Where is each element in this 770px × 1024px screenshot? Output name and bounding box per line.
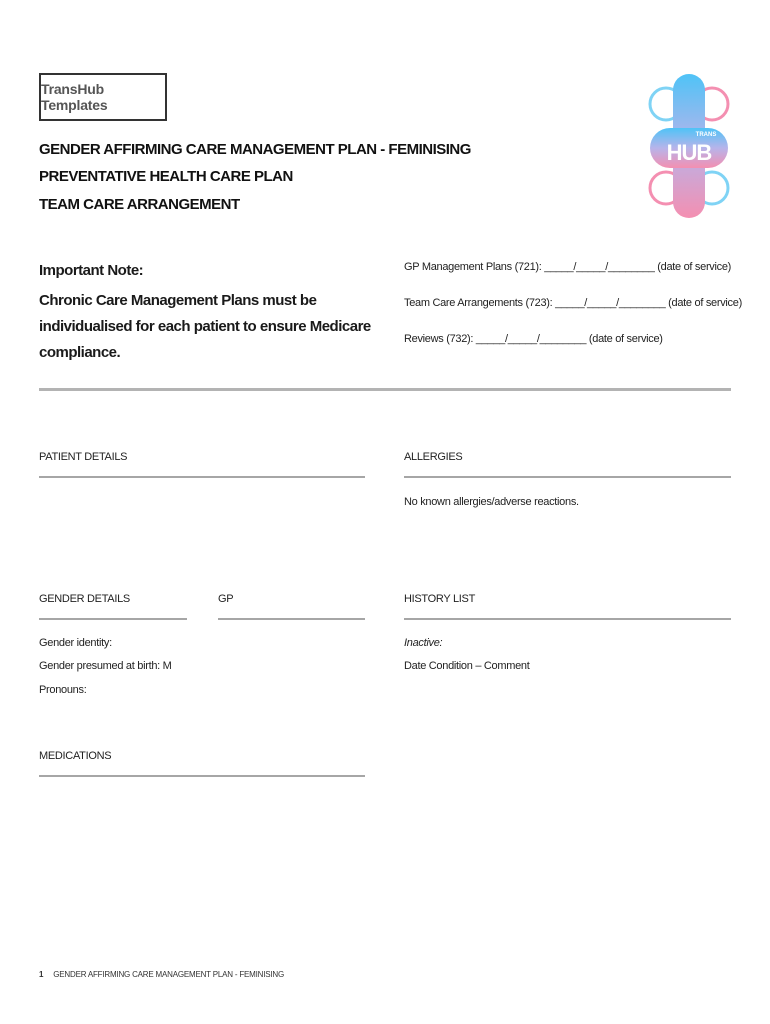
header-divider: [39, 388, 731, 391]
medications-rule: [39, 775, 365, 777]
page-number: 1: [39, 970, 44, 979]
patient-details-label: PATIENT DETAILS: [39, 451, 128, 463]
service-team-care: Team Care Arrangements (723): _____/_____/________ (date of service): [404, 297, 742, 309]
pronouns-line: Pronouns:: [39, 684, 87, 696]
title-line-1: GENDER AFFIRMING CARE MANAGEMENT PLAN - FEMINISING: [39, 141, 471, 158]
title-line-3: TEAM CARE ARRANGEMENT: [39, 196, 240, 213]
gender-at-birth-line: Gender presumed at birth: M: [39, 660, 172, 672]
allergies-content: No known allergies/adverse reactions.: [404, 496, 579, 508]
service-gp-management: GP Management Plans (721): _____/_____/________ (date of service): [404, 261, 732, 273]
history-columns: Date Condition – Comment: [404, 660, 530, 672]
title-line-2: PREVENTATIVE HEALTH CARE PLAN: [39, 168, 293, 185]
history-list-rule: [404, 618, 731, 620]
gender-identity-line: Gender identity:: [39, 637, 112, 649]
gender-details-label: GENDER DETAILS: [39, 593, 130, 605]
brand-box: [39, 73, 167, 121]
logo-big-text: HUB: [666, 140, 712, 165]
medications-label: MEDICATIONS: [39, 750, 112, 762]
logo-small-text: TRANS: [695, 132, 717, 138]
service-reviews: Reviews (732): _____/_____/________ (date of service): [404, 333, 663, 345]
gender-details-rule: [39, 618, 187, 620]
page-footer: [39, 970, 284, 979]
footer-title: GENDER AFFIRMING CARE MANAGEMENT PLAN - FEMINISING: [53, 970, 285, 979]
history-list-label: HISTORY LIST: [404, 593, 475, 605]
history-status: Inactive:: [404, 637, 443, 649]
allergies-label: ALLERGIES: [404, 451, 463, 463]
allergies-rule: [404, 476, 731, 478]
gp-rule: [218, 618, 365, 620]
note-heading: Important Note:: [39, 262, 144, 279]
note-body: Chronic Care Management Plans must be individualised for each patient to ensure Medicare compliance.: [39, 292, 371, 361]
brand-label: TransHub Templates: [41, 81, 108, 113]
gp-label: GP: [218, 593, 234, 605]
transhub-logo: [646, 70, 732, 222]
patient-details-rule: [39, 476, 365, 478]
